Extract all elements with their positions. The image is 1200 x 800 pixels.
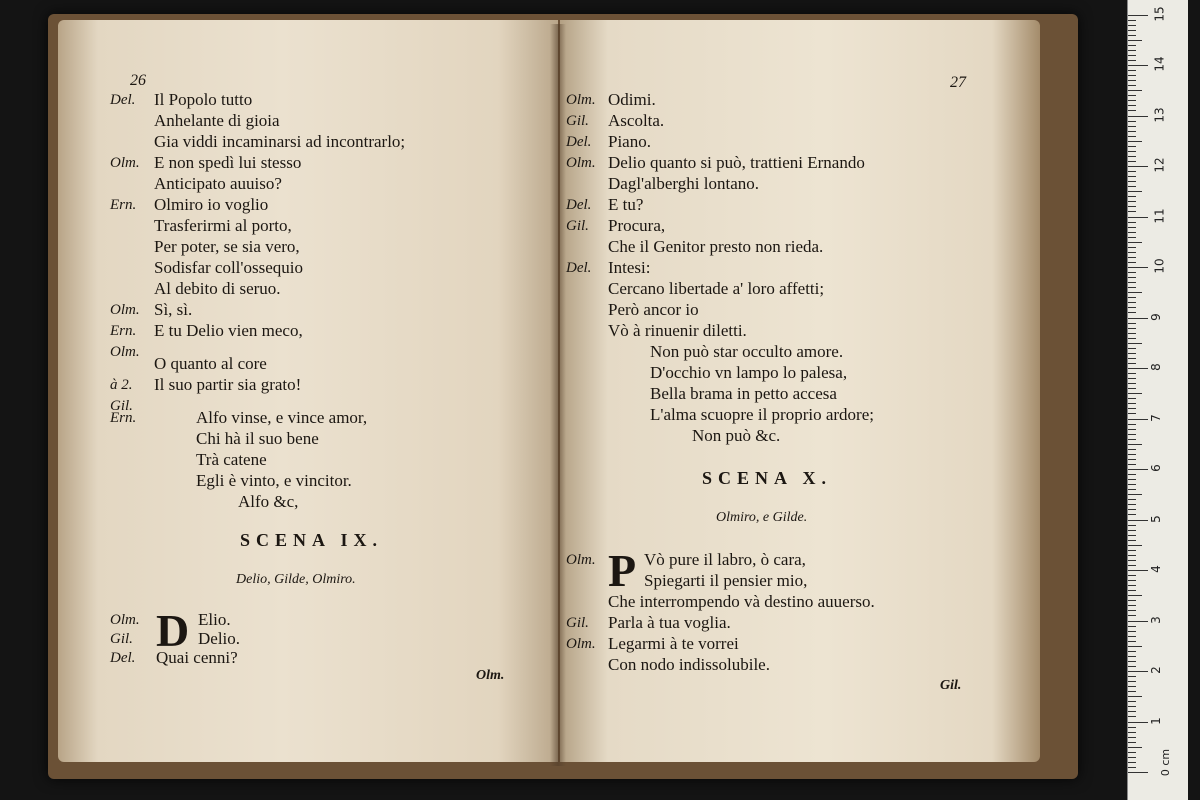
ruler-tick — [1128, 55, 1136, 56]
verse-line: Dagl'alberghi lontano. — [608, 174, 759, 193]
verse-line: Non può star occulto amore. — [650, 342, 844, 361]
measuring-ruler — [1127, 0, 1188, 800]
ruler-tick — [1128, 711, 1136, 712]
ruler-number: 13 — [1152, 106, 1167, 123]
ruler-number: 3 — [1148, 615, 1163, 624]
ruler-number: 4 — [1148, 565, 1163, 573]
verse-line: E non spedì lui stesso — [154, 153, 302, 172]
speaker-label: Gil. — [566, 218, 589, 234]
ruler-tick — [1128, 575, 1136, 576]
ruler-tick — [1128, 646, 1142, 647]
ruler-tick — [1128, 206, 1136, 207]
speaker-label: Del. — [110, 650, 136, 666]
ruler-number: 8 — [1148, 363, 1163, 371]
ruler-tick — [1128, 383, 1136, 384]
verse-line: Trà catene — [196, 450, 267, 469]
ruler-tick — [1128, 464, 1136, 465]
ruler-number: 12 — [1152, 157, 1167, 173]
ruler-tick — [1128, 520, 1148, 521]
ruler-tick — [1128, 277, 1136, 278]
verse-line: Ascolta. — [608, 111, 665, 130]
ruler-tick — [1128, 307, 1136, 308]
ruler-tick — [1128, 257, 1136, 258]
verse-line: Sì, sì. — [154, 300, 193, 319]
ruler-tick — [1128, 378, 1136, 379]
ruler-tick — [1128, 353, 1136, 354]
speaker-label: Olm. — [566, 155, 596, 171]
verse-line: Gia viddi incaminarsi ad incontrarlo; — [154, 132, 406, 151]
catchword: Olm. — [476, 668, 505, 683]
ruler-tick — [1128, 30, 1136, 31]
speaker-label: Olm. — [110, 612, 140, 628]
ruler-tick — [1128, 292, 1142, 293]
verse-line: Delio quanto si può, trattieni Ernando — [608, 153, 865, 172]
ruler-tick — [1128, 201, 1136, 202]
drop-cap: P — [608, 545, 637, 596]
ruler-tick — [1128, 722, 1148, 723]
ruler-number: 2 — [1148, 666, 1163, 674]
book-gutter — [550, 24, 566, 766]
verse-line: Per poter, se sia vero, — [154, 237, 300, 256]
ruler-tick — [1128, 312, 1136, 313]
verse-line: Sodisfar coll'ossequio — [154, 258, 303, 277]
speaker-label: Gil. — [110, 631, 133, 647]
ruler-tick — [1128, 15, 1148, 16]
ruler-tick — [1128, 449, 1136, 450]
ruler-tick — [1128, 70, 1136, 71]
ruler-tick — [1128, 681, 1136, 682]
ruler-tick — [1128, 535, 1136, 536]
verse-line: Parla à tua voglia. — [608, 613, 731, 632]
verse-line: Che il Genitor presto non rieda. — [608, 237, 824, 256]
verse-line: Vò pure il labro, ò cara, — [644, 550, 806, 569]
ruler-tick — [1128, 116, 1148, 117]
verse-line: Egli è vinto, e vincitor. — [196, 471, 352, 490]
verse-line: O quanto al core — [154, 354, 267, 373]
ruler-tick — [1128, 126, 1136, 127]
ruler-tick — [1128, 696, 1142, 697]
ruler-tick — [1128, 323, 1136, 324]
ruler-tick — [1128, 252, 1136, 253]
verse-line: Olmiro io voglio — [154, 195, 269, 214]
ruler-tick — [1128, 110, 1136, 111]
ruler-tick — [1128, 545, 1142, 546]
ruler-tick — [1128, 484, 1136, 485]
scene-persons: Olmiro, e Gilde. — [716, 510, 808, 525]
verse-line: Anhelante di gioia — [154, 111, 280, 130]
ruler-tick — [1128, 227, 1136, 228]
ruler-tick — [1128, 676, 1136, 677]
ruler-tick — [1128, 691, 1136, 692]
ruler-tick — [1128, 181, 1136, 182]
ruler-tick — [1128, 40, 1142, 41]
ruler-tick — [1128, 156, 1136, 157]
ruler-tick — [1128, 757, 1136, 758]
scene-heading: SCENA X. — [702, 468, 833, 488]
ruler-tick — [1128, 666, 1136, 667]
ruler-tick — [1128, 242, 1142, 243]
ruler-tick — [1128, 95, 1136, 96]
ruler-tick — [1128, 661, 1136, 662]
ruler-tick — [1128, 373, 1136, 374]
ruler-tick — [1128, 772, 1148, 773]
ruler-tick — [1128, 656, 1136, 657]
ruler-tick — [1128, 494, 1142, 495]
ruler-tick — [1128, 141, 1142, 142]
ruler-tick — [1128, 161, 1136, 162]
ruler-tick — [1128, 444, 1142, 445]
ruler-unit-label: 0 cm — [1159, 748, 1173, 777]
ruler-tick — [1128, 429, 1136, 430]
ruler-tick — [1128, 509, 1136, 510]
verse-line: L'alma scuopre il proprio ardore; — [650, 405, 874, 424]
ruler-tick — [1128, 50, 1136, 51]
ruler-tick — [1128, 732, 1136, 733]
ruler-tick — [1128, 752, 1136, 753]
ruler-tick — [1128, 403, 1136, 404]
ruler-tick — [1128, 600, 1136, 601]
ruler-tick — [1128, 60, 1136, 61]
verse-line: Delio. — [198, 629, 241, 648]
speaker-label: Olm. — [566, 92, 596, 108]
ruler-tick — [1128, 651, 1136, 652]
left-page — [58, 20, 558, 762]
verse-line: Odimi. — [608, 90, 656, 109]
verse-line: Però ancor io — [608, 300, 699, 319]
ruler-tick — [1128, 595, 1142, 596]
ruler-tick — [1128, 267, 1148, 268]
ruler-tick — [1128, 166, 1148, 167]
scene-heading: SCENA IX. — [240, 530, 384, 550]
verse-line: D'occhio vn lampo lo palesa, — [650, 363, 848, 382]
ruler-tick — [1128, 550, 1136, 551]
ruler-tick — [1128, 636, 1136, 637]
ruler-tick — [1128, 565, 1136, 566]
ruler-tick — [1128, 408, 1136, 409]
ruler-number: 14 — [1152, 56, 1167, 72]
verse-line: Bella brama in petto accesa — [650, 384, 837, 403]
ruler-number: 6 — [1148, 464, 1163, 472]
ruler-tick — [1128, 434, 1136, 435]
ruler-tick — [1128, 686, 1136, 687]
ruler-tick — [1128, 469, 1148, 470]
ruler-tick — [1128, 413, 1136, 414]
ruler-tick — [1128, 489, 1136, 490]
ruler-tick — [1128, 171, 1136, 172]
verse-line: Quai cenni? — [156, 648, 238, 667]
ruler-number: 15 — [1152, 5, 1167, 22]
ruler-tick — [1128, 222, 1136, 223]
ruler-tick — [1128, 368, 1148, 369]
ruler-tick — [1128, 358, 1136, 359]
ruler-tick — [1128, 570, 1148, 571]
ruler-tick — [1128, 530, 1136, 531]
speaker-label: Ern. — [110, 323, 137, 339]
verse-line: E tu? — [608, 195, 644, 214]
ruler-tick — [1128, 737, 1136, 738]
verse-line: E tu Delio vien meco, — [154, 321, 303, 340]
ruler-tick — [1128, 136, 1136, 137]
ruler-tick — [1128, 514, 1136, 515]
ruler-tick — [1128, 590, 1136, 591]
ruler-tick — [1128, 706, 1136, 707]
speaker-label: Gil. — [566, 615, 589, 631]
ruler-tick — [1128, 328, 1136, 329]
ruler-tick — [1128, 25, 1136, 26]
ruler-tick — [1128, 701, 1136, 702]
ruler-tick — [1128, 727, 1136, 728]
ruler-tick — [1128, 343, 1142, 344]
ruler-tick — [1128, 217, 1148, 218]
ruler-number: 11 — [1152, 207, 1167, 224]
ruler-tick — [1128, 186, 1136, 187]
ruler-tick — [1128, 671, 1148, 672]
ruler-tick — [1128, 504, 1136, 505]
ruler-tick — [1128, 363, 1136, 364]
verse-line: Il suo partir sia grato! — [154, 375, 302, 394]
ruler-tick — [1128, 262, 1136, 263]
ruler-tick — [1128, 499, 1136, 500]
verse-line: Vò à rinuenir diletti. — [608, 321, 747, 340]
ruler-tick — [1128, 585, 1136, 586]
ruler-tick — [1128, 65, 1148, 66]
ruler-tick — [1128, 75, 1136, 76]
speaker-label: à 2. — [110, 377, 133, 393]
page-number: 26 — [130, 72, 146, 89]
verse-line: Non può &c. — [692, 426, 781, 445]
verse-line: Con nodo indissolubile. — [608, 655, 770, 674]
ruler-tick — [1128, 424, 1136, 425]
ruler-tick — [1128, 287, 1136, 288]
verse-line: Chi hà il suo bene — [196, 429, 319, 448]
ruler-tick — [1128, 398, 1136, 399]
ruler-tick — [1128, 151, 1136, 152]
verse-line: Al debito di seruo. — [154, 279, 281, 298]
ruler-tick — [1128, 615, 1136, 616]
speaker-label: Olm. — [566, 636, 596, 652]
ruler-tick — [1128, 580, 1136, 581]
ruler-tick — [1128, 388, 1136, 389]
ruler-tick — [1128, 747, 1142, 748]
ruler-tick — [1128, 131, 1136, 132]
ruler-tick — [1128, 35, 1136, 36]
speaker-label: Del. — [566, 197, 592, 213]
page-number: 27 — [950, 74, 966, 91]
verse-line: Cercano libertade a' loro affetti; — [608, 279, 825, 298]
ruler-tick — [1128, 196, 1136, 197]
ruler-tick — [1128, 333, 1136, 334]
speaker-label: Olm. — [110, 302, 140, 318]
ruler-tick — [1128, 20, 1136, 21]
ruler-tick — [1128, 282, 1136, 283]
ruler-tick — [1128, 272, 1136, 273]
speaker-label: Del. — [110, 92, 136, 108]
scene-persons: Delio, Gilde, Olmiro. — [236, 572, 356, 587]
ruler-tick — [1128, 237, 1136, 238]
ruler-tick — [1128, 454, 1136, 455]
ruler-tick — [1128, 742, 1136, 743]
verse-line: Che interrompendo và destino auuerso. — [608, 592, 875, 611]
speaker-label: Olm. — [110, 344, 140, 360]
ruler-tick — [1128, 459, 1136, 460]
ruler-tick — [1128, 80, 1136, 81]
ruler-tick — [1128, 100, 1136, 101]
ruler-tick — [1128, 767, 1136, 768]
ruler-tick — [1128, 641, 1136, 642]
ruler-tick — [1128, 474, 1136, 475]
verse-line: Alfo vinse, e vince amor, — [196, 408, 368, 427]
ruler-tick — [1128, 540, 1136, 541]
catchword: Gil. — [940, 678, 962, 693]
ruler-tick — [1128, 211, 1136, 212]
ruler-tick — [1128, 338, 1136, 339]
ruler-tick — [1128, 605, 1136, 606]
verse-line: Spiegarti il pensier mio, — [644, 571, 808, 590]
speaker-label: Del. — [566, 260, 592, 276]
verse-line: Elio. — [198, 610, 231, 629]
ruler-tick — [1128, 626, 1136, 627]
ruler-tick — [1128, 232, 1136, 233]
ruler-tick — [1128, 348, 1136, 349]
ruler-tick — [1128, 393, 1142, 394]
ruler-tick — [1128, 90, 1142, 91]
ruler-tick — [1128, 85, 1136, 86]
speaker-label: Olm. — [110, 155, 140, 171]
ruler-tick — [1128, 631, 1136, 632]
ruler-tick — [1128, 191, 1142, 192]
ruler-tick — [1128, 479, 1136, 480]
speaker-label: Ern. — [110, 410, 137, 426]
ruler-tick — [1128, 121, 1136, 122]
ruler-number: 5 — [1148, 514, 1163, 523]
verse-line: Procura, — [608, 216, 666, 235]
ruler-tick — [1128, 716, 1136, 717]
verse-line: Legarmi à te vorrei — [608, 634, 739, 653]
ruler-tick — [1128, 439, 1136, 440]
ruler-tick — [1128, 318, 1148, 319]
ruler-tick — [1128, 610, 1136, 611]
speaker-label: Olm. — [566, 552, 596, 568]
ruler-tick — [1128, 762, 1136, 763]
verse-line: Il Popolo tutto — [154, 90, 253, 109]
right-page — [560, 20, 1040, 762]
ruler-number: 9 — [1148, 312, 1163, 321]
ruler-number: 1 — [1148, 716, 1163, 725]
ruler-tick — [1128, 555, 1136, 556]
speaker-label: Gil. — [110, 398, 133, 414]
ruler-tick — [1128, 146, 1136, 147]
speaker-label: Ern. — [110, 197, 137, 213]
ruler-tick — [1128, 621, 1148, 622]
speaker-label: Gil. — [566, 113, 589, 129]
ruler-number: 7 — [1148, 413, 1163, 422]
drop-cap: D — [156, 605, 190, 656]
ruler-number: 10 — [1152, 258, 1167, 274]
verse-line: Trasferirmi al porto, — [154, 216, 292, 235]
verse-line: Piano. — [608, 132, 651, 151]
ruler-tick — [1128, 45, 1136, 46]
ruler-tick — [1128, 297, 1136, 298]
ruler-tick — [1128, 105, 1136, 106]
verse-line: Alfo &c, — [238, 492, 299, 511]
ruler-tick — [1128, 247, 1136, 248]
ruler-tick — [1128, 525, 1136, 526]
speaker-label: Del. — [566, 134, 592, 150]
verse-line: Anticipato auuiso? — [154, 174, 282, 193]
ruler-tick — [1128, 419, 1148, 420]
verse-line: Intesi: — [608, 258, 651, 277]
ruler-tick — [1128, 176, 1136, 177]
ruler-tick — [1128, 302, 1136, 303]
ruler-tick — [1128, 560, 1136, 561]
